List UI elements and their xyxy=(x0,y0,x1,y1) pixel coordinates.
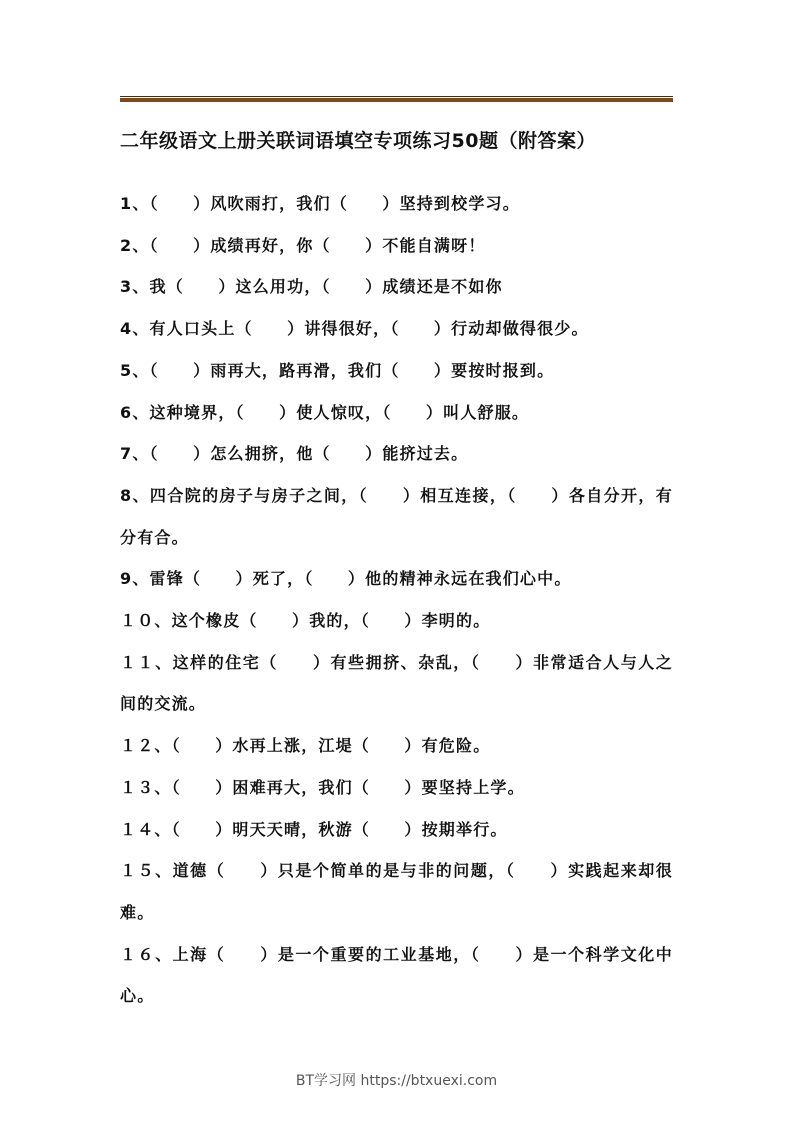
question-list xyxy=(120,183,673,1017)
header-rule xyxy=(120,96,673,102)
question-item: １２、（ ）水再上涨，江堤（ ）有危险。 xyxy=(120,736,491,756)
question-item: 7、（ ）怎么拥挤，他（ ）能挤过去。 xyxy=(120,444,469,464)
question-item: １６、上海（ ）是一个重要的工业基地，（ ）是一个科学文化中心。 xyxy=(120,944,673,1006)
question-item: 8、四合院的房子与房子之间，（ ）相互连接，（ ）各自分开，有分有合。 xyxy=(120,485,673,547)
document-title: 二年级语文上册关联词语填空专项练习50题（附答案） xyxy=(120,130,596,152)
question-item: 9、雷锋（ ）死了，（ ）他的精神永远在我们心中。 xyxy=(120,569,572,589)
question-item: 5、（ ）雨再大，路再滑，我们（ ）要按时报到。 xyxy=(120,360,555,380)
question-item: 6、这种境界，（ ）使人惊叹，（ ）叫人舒服。 xyxy=(120,402,530,422)
footer-watermark: BT学习网 https://btxuexi.com xyxy=(295,1073,498,1089)
question-item: 4、有人口头上（ ）讲得很好，（ ）行动却做得很少。 xyxy=(120,319,589,339)
header-rule-thin-line xyxy=(120,96,673,97)
question-item: １４、（ ）明天天晴，秋游（ ）按期举行。 xyxy=(120,819,508,839)
question-item: 2、（ ）成绩再好，你（ ）不能自满呀！ xyxy=(120,235,486,255)
question-item: 3、我（ ）这么用功，（ ）成绩还是不如你 xyxy=(120,277,503,297)
question-item: １５、道德（ ）只是个简单的是与非的问题，（ ）实践起来却很难。 xyxy=(120,861,673,922)
question-item: 1、（ ）风吹雨打，我们（ ）坚持到校学习。 xyxy=(120,194,520,213)
header-rule-thick-line xyxy=(120,98,673,102)
question-item: １０、这个橡皮（ ）我的，（ ）李明的。 xyxy=(120,611,491,631)
question-item: １３、（ ）困难再大，我们（ ）要坚持上学。 xyxy=(120,777,525,797)
question-item: １１、这样的住宅（ ）有些拥挤、杂乱，（ ）非常适合人与人之间的交流。 xyxy=(120,652,673,714)
